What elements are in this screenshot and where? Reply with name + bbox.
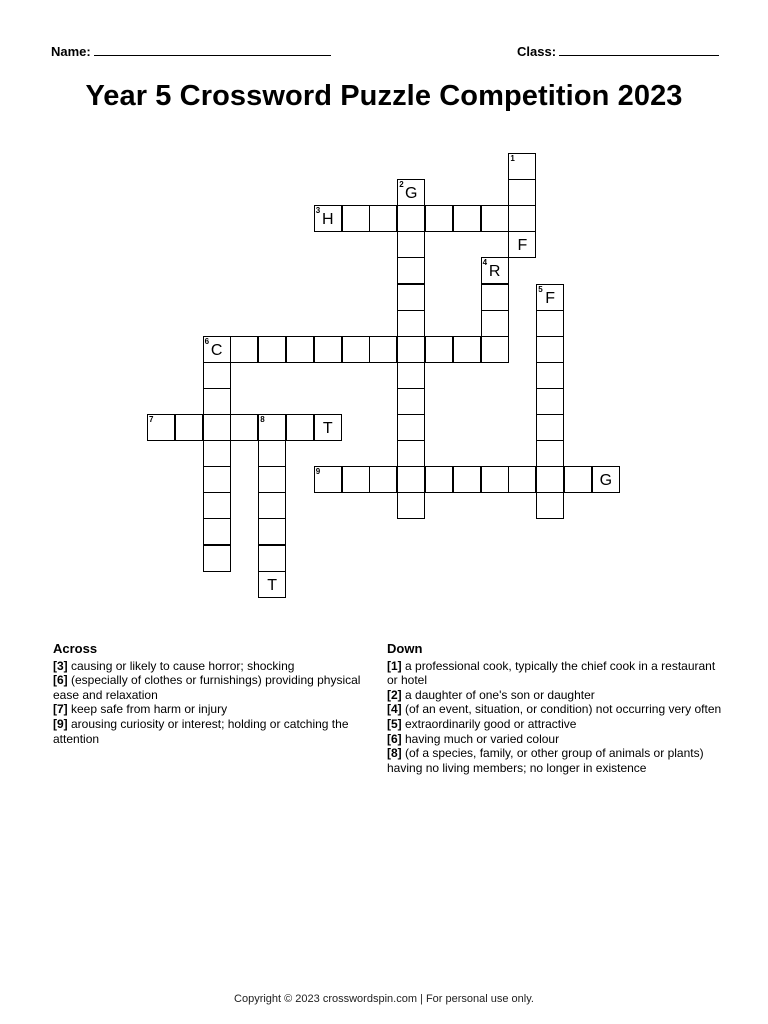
grid-cell[interactable]	[203, 414, 231, 441]
down-clue	[387, 746, 722, 775]
grid-cell[interactable]	[481, 336, 509, 363]
cell-letter: T	[267, 576, 278, 594]
clue-text: keep safe from harm or injury	[67, 702, 228, 717]
grid-cell[interactable]	[397, 231, 425, 258]
across-clue	[53, 659, 371, 674]
grid-cell[interactable]	[258, 492, 286, 519]
grid-cell[interactable]	[175, 414, 203, 441]
grid-cell[interactable]	[425, 336, 453, 363]
cell-number: 8	[260, 415, 265, 424]
grid-cell[interactable]	[564, 466, 592, 493]
grid-cell[interactable]	[258, 440, 286, 467]
clue-number: [6]	[53, 673, 68, 688]
grid-cell[interactable]	[286, 414, 314, 441]
cell-letter: G	[599, 472, 613, 490]
grid-cell[interactable]	[397, 466, 425, 493]
cell-number: 7	[149, 415, 154, 424]
grid-cell[interactable]	[453, 336, 481, 363]
grid-cell[interactable]	[425, 466, 453, 493]
cell-number: 3	[315, 206, 321, 216]
clue-number: [2]	[387, 687, 402, 702]
grid-cell[interactable]	[203, 492, 231, 519]
grid-cell[interactable]	[203, 336, 231, 363]
down-heading: Down	[387, 641, 423, 656]
grid-cell[interactable]	[258, 571, 286, 598]
grid-cell[interactable]	[342, 336, 370, 363]
down-clue	[387, 659, 722, 688]
grid-cell[interactable]	[230, 414, 258, 441]
cell-number: 1	[510, 154, 515, 163]
across-heading: Across	[53, 641, 98, 656]
grid-cell[interactable]	[536, 492, 564, 519]
grid-cell[interactable]	[536, 362, 564, 389]
cell-number: 6	[204, 336, 210, 346]
down-clue	[387, 717, 722, 732]
clue-text: a professional cook, typically the chief cook in a restaurant or hotel	[387, 658, 716, 688]
grid-cell[interactable]	[342, 466, 370, 493]
clue-number: [4]	[387, 702, 402, 717]
grid-cell[interactable]	[481, 284, 509, 311]
cell-letter: F	[517, 237, 528, 255]
clue-text: (of a species, family, or other group of animals or plants) having no living members; no longer in existence	[387, 746, 704, 775]
cell-letter: F	[545, 289, 556, 307]
grid-cell[interactable]	[536, 414, 564, 441]
grid-cell[interactable]	[314, 466, 342, 493]
class-label: Class:	[517, 44, 557, 59]
grid-cell[interactable]	[481, 205, 509, 232]
clue-text: having much or varied colour	[401, 731, 560, 746]
clue-text: (especially of clothes or furnishings) providing physical ease and relaxation	[53, 673, 361, 702]
grid-cell[interactable]	[536, 336, 564, 363]
cell-letter: R	[488, 263, 501, 281]
grid-cell[interactable]	[203, 518, 231, 545]
grid-cell[interactable]	[258, 518, 286, 545]
down-clue-list	[387, 659, 722, 776]
grid-cell[interactable]	[258, 414, 286, 441]
grid-cell[interactable]	[314, 205, 342, 232]
page-title: Year 5 Crossword Puzzle Competition 2023	[85, 80, 683, 112]
across-clue	[53, 717, 371, 746]
grid-cell[interactable]	[592, 466, 620, 493]
grid-cell[interactable]	[369, 466, 397, 493]
copyright-footer: Copyright © 2023 crosswordspin.com | For personal use only.	[234, 993, 534, 1005]
grid-cell[interactable]	[481, 310, 509, 337]
cell-number: 4	[482, 258, 488, 268]
clue-number: [8]	[387, 746, 402, 761]
across-clue	[53, 673, 371, 702]
grid-cell[interactable]	[369, 205, 397, 232]
cell-number: 9	[315, 467, 321, 477]
grid-cell[interactable]	[203, 545, 231, 572]
grid-cell[interactable]	[397, 336, 425, 363]
grid-cell[interactable]	[508, 153, 536, 180]
cell-letter: G	[404, 185, 418, 203]
clue-number: [7]	[53, 702, 68, 717]
grid-cell[interactable]	[397, 492, 425, 519]
grid-cell[interactable]	[397, 310, 425, 337]
grid-cell[interactable]	[425, 205, 453, 232]
grid-cell[interactable]	[453, 205, 481, 232]
grid-cell[interactable]	[508, 231, 536, 258]
grid-cell[interactable]	[286, 336, 314, 363]
grid-cell[interactable]	[203, 388, 231, 415]
grid-cell[interactable]	[230, 336, 258, 363]
grid-cell[interactable]	[397, 388, 425, 415]
grid-cell[interactable]	[258, 336, 286, 363]
cell-number: 5	[538, 284, 543, 294]
grid-cell[interactable]	[147, 414, 175, 441]
grid-cell[interactable]	[397, 440, 425, 467]
clue-text: causing or likely to cause horror; shocking	[67, 658, 295, 673]
grid-cell[interactable]	[203, 466, 231, 493]
grid-cell[interactable]	[536, 284, 564, 311]
clue-number: [1]	[387, 658, 402, 673]
clue-number: [6]	[387, 731, 402, 746]
down-clue	[387, 688, 722, 703]
grid-cell[interactable]	[453, 466, 481, 493]
grid-cell[interactable]	[258, 545, 286, 572]
down-clues	[387, 642, 722, 775]
grid-cell[interactable]	[536, 310, 564, 337]
grid-cell[interactable]	[203, 440, 231, 467]
grid-cell[interactable]	[481, 257, 509, 284]
grid-cell[interactable]	[342, 205, 370, 232]
clue-text: arousing curiosity or interest; holding or catching the attention	[53, 716, 349, 746]
grid-cell[interactable]	[203, 362, 231, 389]
grid-cell[interactable]	[397, 179, 425, 206]
grid-cell[interactable]	[397, 414, 425, 441]
grid-cell[interactable]	[314, 414, 342, 441]
down-clue	[387, 732, 722, 747]
clue-text: a daughter of one's son or daughter	[401, 687, 595, 702]
grid-cell[interactable]	[536, 388, 564, 415]
grid-cell[interactable]	[314, 336, 342, 363]
across-clue	[53, 702, 371, 717]
grid-cell[interactable]	[258, 466, 286, 493]
cell-number: 2	[399, 180, 404, 190]
grid-cell[interactable]	[397, 257, 425, 284]
down-clue	[387, 702, 722, 717]
cell-letter: H	[322, 211, 334, 229]
grid-cell[interactable]	[397, 284, 425, 311]
grid-cell[interactable]	[397, 205, 425, 232]
clue-text: (of an event, situation, or condition) not occurring very often	[401, 702, 722, 717]
clue-text: extraordinarily good or attractive	[401, 716, 577, 731]
grid-cell[interactable]	[397, 362, 425, 389]
grid-cell[interactable]	[481, 466, 509, 493]
grid-cell[interactable]	[508, 466, 536, 493]
across-clue-list	[53, 659, 371, 747]
grid-cell[interactable]	[536, 440, 564, 467]
across-clues	[53, 642, 371, 746]
grid-cell[interactable]	[369, 336, 397, 363]
grid-cell[interactable]	[508, 179, 536, 206]
grid-cell[interactable]	[536, 466, 564, 493]
cell-letter: T	[322, 420, 333, 437]
clue-number: [5]	[387, 716, 402, 731]
cell-letter: C	[210, 341, 223, 359]
grid-cell[interactable]	[508, 205, 536, 232]
clue-number: [9]	[53, 716, 68, 731]
clue-number: [3]	[53, 658, 68, 673]
name-label: Name:	[51, 44, 91, 59]
